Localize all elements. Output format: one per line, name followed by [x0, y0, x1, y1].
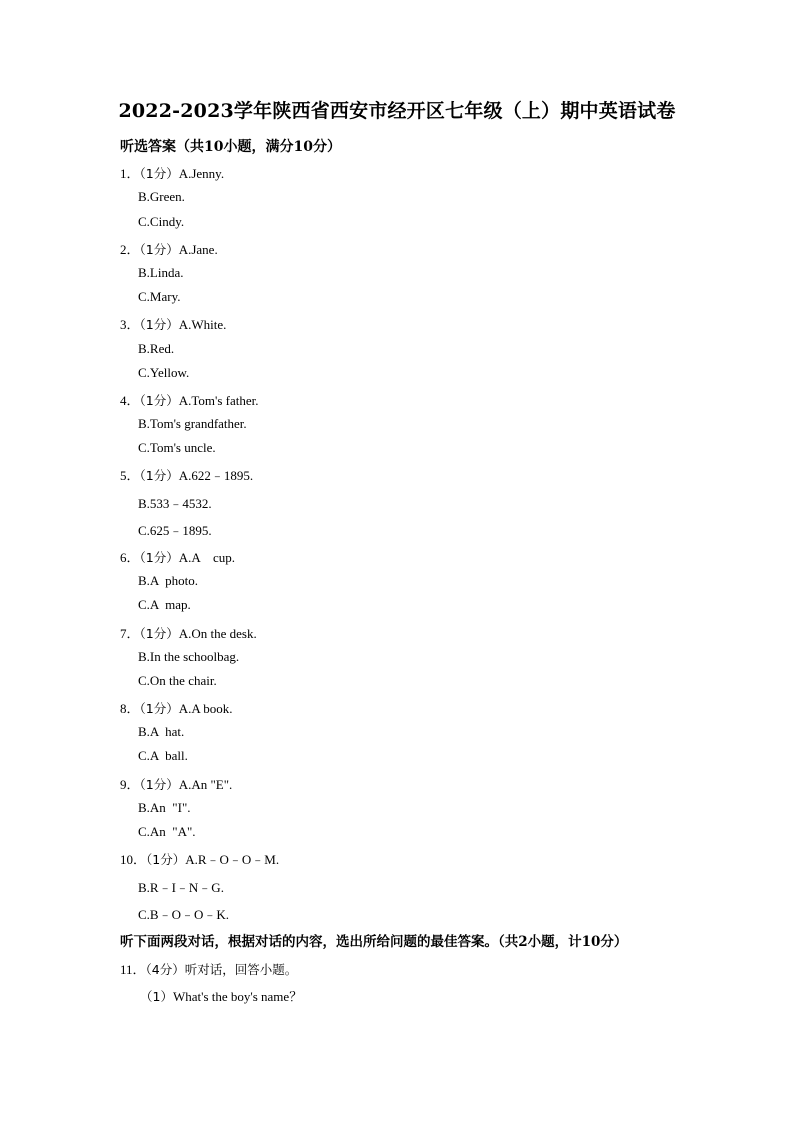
- option-c: C.On the chair.: [138, 673, 217, 688]
- option-a: A.An "E".: [178, 777, 233, 792]
- page-title: 2022-2023学年陕西省西安市经开区七年级（上）期中英语试卷: [118, 100, 676, 122]
- option-c: C.A ball.: [138, 748, 188, 763]
- option-c: C.An "A".: [138, 824, 196, 839]
- option-c: C.A map.: [138, 597, 191, 612]
- option-b: B.A hat.: [138, 724, 185, 739]
- option-a: A.A book.: [178, 701, 233, 716]
- option-c: C.625﹣1895.: [138, 523, 212, 538]
- option-c: C.Tom's uncle.: [138, 440, 216, 455]
- question-score: （1分）: [139, 468, 179, 483]
- question-7: [120, 623, 257, 642]
- option-b: B.Tom's grandfather.: [138, 416, 247, 431]
- question-number: 1．: [120, 166, 140, 181]
- question-number: 5．: [120, 468, 140, 483]
- question-score: （1分）: [139, 626, 179, 641]
- sub-question-text: What's the boy's name？: [172, 989, 303, 1004]
- option-c: C.Mary.: [138, 289, 181, 304]
- option-a: A.Jane.: [178, 242, 218, 257]
- option-a: A.White.: [178, 317, 227, 332]
- question-9: [120, 774, 232, 793]
- question-8: [120, 698, 233, 717]
- question-number: 3．: [120, 317, 140, 332]
- section-header-listening: 听选答案（共10小题，满分10分）: [120, 139, 341, 155]
- question-score: （1分）: [139, 166, 179, 181]
- question-score: （1分）: [139, 317, 179, 332]
- question-number: 10．: [120, 852, 147, 867]
- option-b: B.Green.: [138, 189, 185, 204]
- question-number: 9．: [120, 777, 140, 792]
- question-10: [120, 849, 279, 868]
- option-b: B.R﹣I﹣N﹣G.: [138, 880, 224, 895]
- question-1: [120, 163, 224, 182]
- option-b: B.Linda.: [138, 265, 184, 280]
- option-a: A.On the desk.: [178, 626, 257, 641]
- question-6: [120, 547, 235, 566]
- option-b: B.In the schoolbag.: [138, 649, 240, 664]
- question-number: 4．: [120, 393, 140, 408]
- question-score: （1分）: [146, 852, 186, 867]
- question-score: （1分）: [139, 777, 179, 792]
- question-number: 8．: [120, 701, 140, 716]
- option-b: B.An "I".: [138, 800, 191, 815]
- option-a: A.Tom's father.: [178, 393, 259, 408]
- question-score: （1分）: [139, 701, 179, 716]
- option-c: C.B﹣O﹣O﹣K.: [138, 907, 230, 922]
- section-header-dialogues: 听下面两段对话，根据对话的内容，选出所给问题的最佳答案。（共2小题，计10分）: [120, 934, 628, 950]
- question-score: （4分）: [145, 962, 185, 977]
- option-b: B.533﹣4532.: [138, 496, 212, 511]
- option-b: B.A photo.: [138, 573, 198, 588]
- question-4: [120, 390, 259, 409]
- question-number: 7．: [120, 626, 140, 641]
- question-number: 11．: [120, 962, 146, 977]
- question-score: （1分）: [139, 242, 179, 257]
- question-5: [120, 465, 253, 484]
- question-score: （1分）: [139, 550, 179, 565]
- option-a: A.622﹣1895.: [178, 468, 254, 483]
- question-2: [120, 239, 218, 258]
- sub-question-number: （1）: [140, 989, 173, 1004]
- question-text: 听对话，回答小题。: [184, 962, 298, 977]
- option-a: A.R﹣O﹣O﹣M.: [185, 852, 280, 867]
- option-c: C.Yellow.: [138, 365, 190, 380]
- question-11: [120, 959, 297, 978]
- sub-question-1: [140, 986, 302, 1005]
- option-a: A.Jenny.: [178, 166, 225, 181]
- option-b: B.Red.: [138, 341, 175, 356]
- question-number: 6．: [120, 550, 140, 565]
- option-c: C.Cindy.: [138, 214, 185, 229]
- question-3: [120, 314, 226, 333]
- question-number: 2．: [120, 242, 140, 257]
- question-score: （1分）: [139, 393, 179, 408]
- option-a: A.A cup.: [178, 550, 236, 565]
